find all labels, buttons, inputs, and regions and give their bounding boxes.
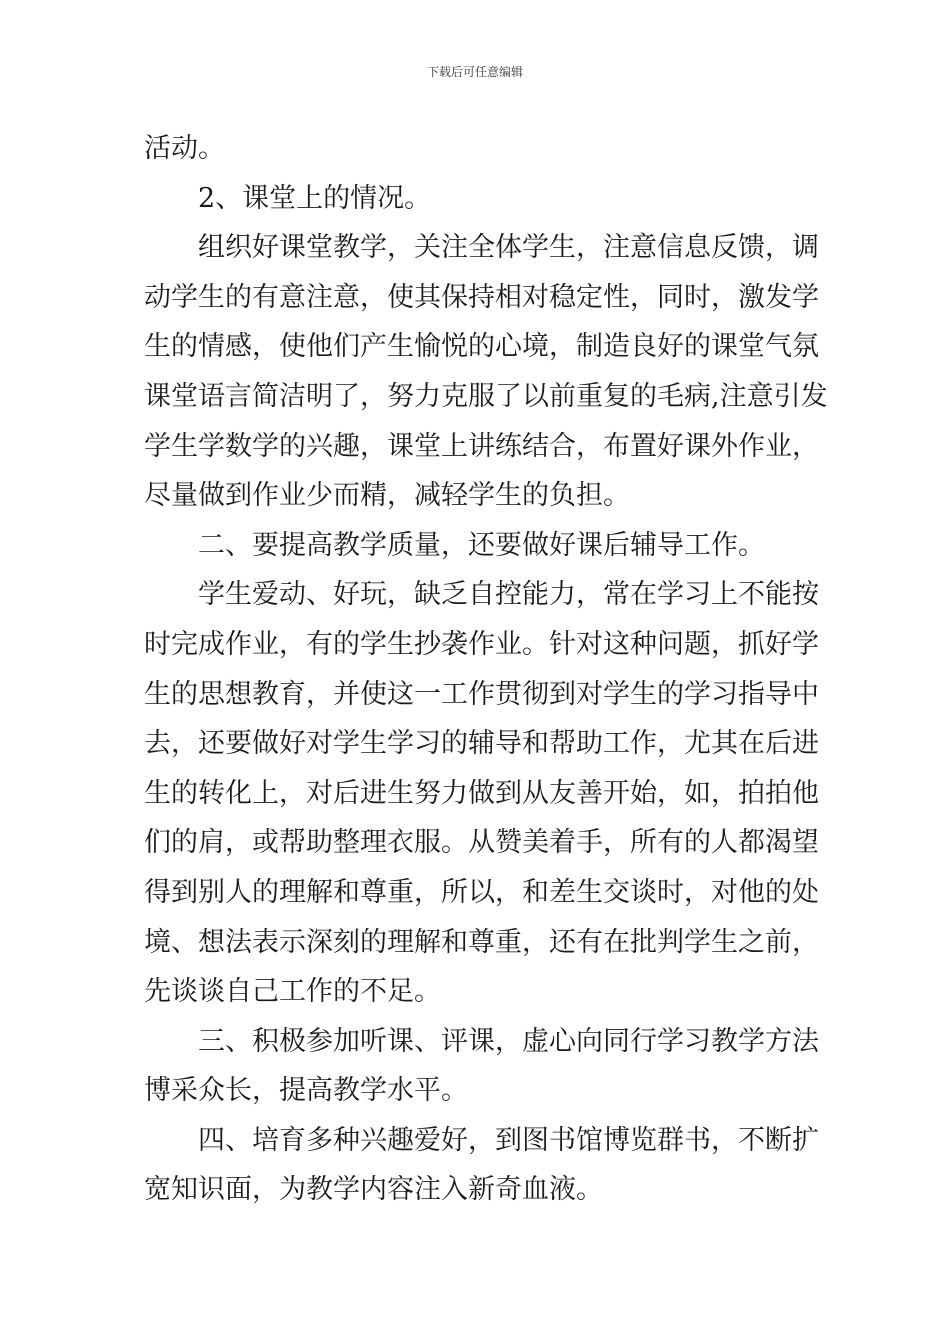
text-line: 得到别人的理解和尊重，所以，和差生交谈时，对他的处 bbox=[144, 876, 819, 908]
header-note: 下载后可任意编辑 bbox=[426, 65, 523, 79]
text-line: 组织好课堂教学，关注全体学生，注意信息反馈，调 bbox=[198, 232, 819, 264]
text-line: 生的转化上，对后进生努力做到从友善开始，如，拍拍他 bbox=[144, 777, 819, 809]
text-line: 活动。 bbox=[144, 133, 225, 164]
text-line: 课堂语言简洁明了，努力克服了以前重复的毛病,注意引发 bbox=[144, 380, 828, 412]
text-line: 先谈谈自己工作的不足。 bbox=[144, 976, 441, 1008]
text-line: 境、想法表示深刻的理解和尊重，还有在批判学生之前， bbox=[144, 926, 819, 958]
text-line: 四、培育多种兴趣爱好，到图书馆博览群书，不断扩 bbox=[198, 1124, 819, 1156]
text-line: 们的肩，或帮助整理衣服。从赞美着手，所有的人都渴望 bbox=[144, 827, 819, 859]
text-line: 学生爱动、好玩，缺乏自控能力，常在学习上不能按 bbox=[198, 579, 819, 611]
text-line: 博采众长，提高教学水平。 bbox=[144, 1075, 468, 1107]
text-line: 时完成作业，有的学生抄袭作业。针对这种问题，抓好学 bbox=[144, 628, 819, 660]
text-line: 生的思想教育，并使这一工作贯彻到对学生的学习指导中 bbox=[144, 678, 819, 710]
text-line: 动学生的有意注意，使其保持相对稳定性，同时，激发学 bbox=[144, 281, 819, 313]
text-line: 二、要提高教学质量，还要做好课后辅导工作。 bbox=[198, 529, 765, 561]
text-line: 2、课堂上的情况。 bbox=[198, 182, 432, 214]
text-line: 宽知识面，为教学内容注入新奇血液。 bbox=[144, 1174, 603, 1206]
document-body bbox=[144, 124, 828, 1215]
text-line: 生的情感，使他们产生愉悦的心境，制造良好的课堂气氛 bbox=[144, 331, 819, 363]
text-line: 三、积极参加听课、评课，虚心向同行学习教学方法 bbox=[198, 1025, 819, 1057]
text-line: 学生学数学的兴趣，课堂上讲练结合，布置好课外作业， bbox=[144, 430, 819, 462]
text-line: 去，还要做好对学生学习的辅导和帮助工作，尤其在后进 bbox=[144, 728, 819, 760]
text-line: 尽量做到作业少而精，减轻学生的负担。 bbox=[144, 480, 630, 512]
